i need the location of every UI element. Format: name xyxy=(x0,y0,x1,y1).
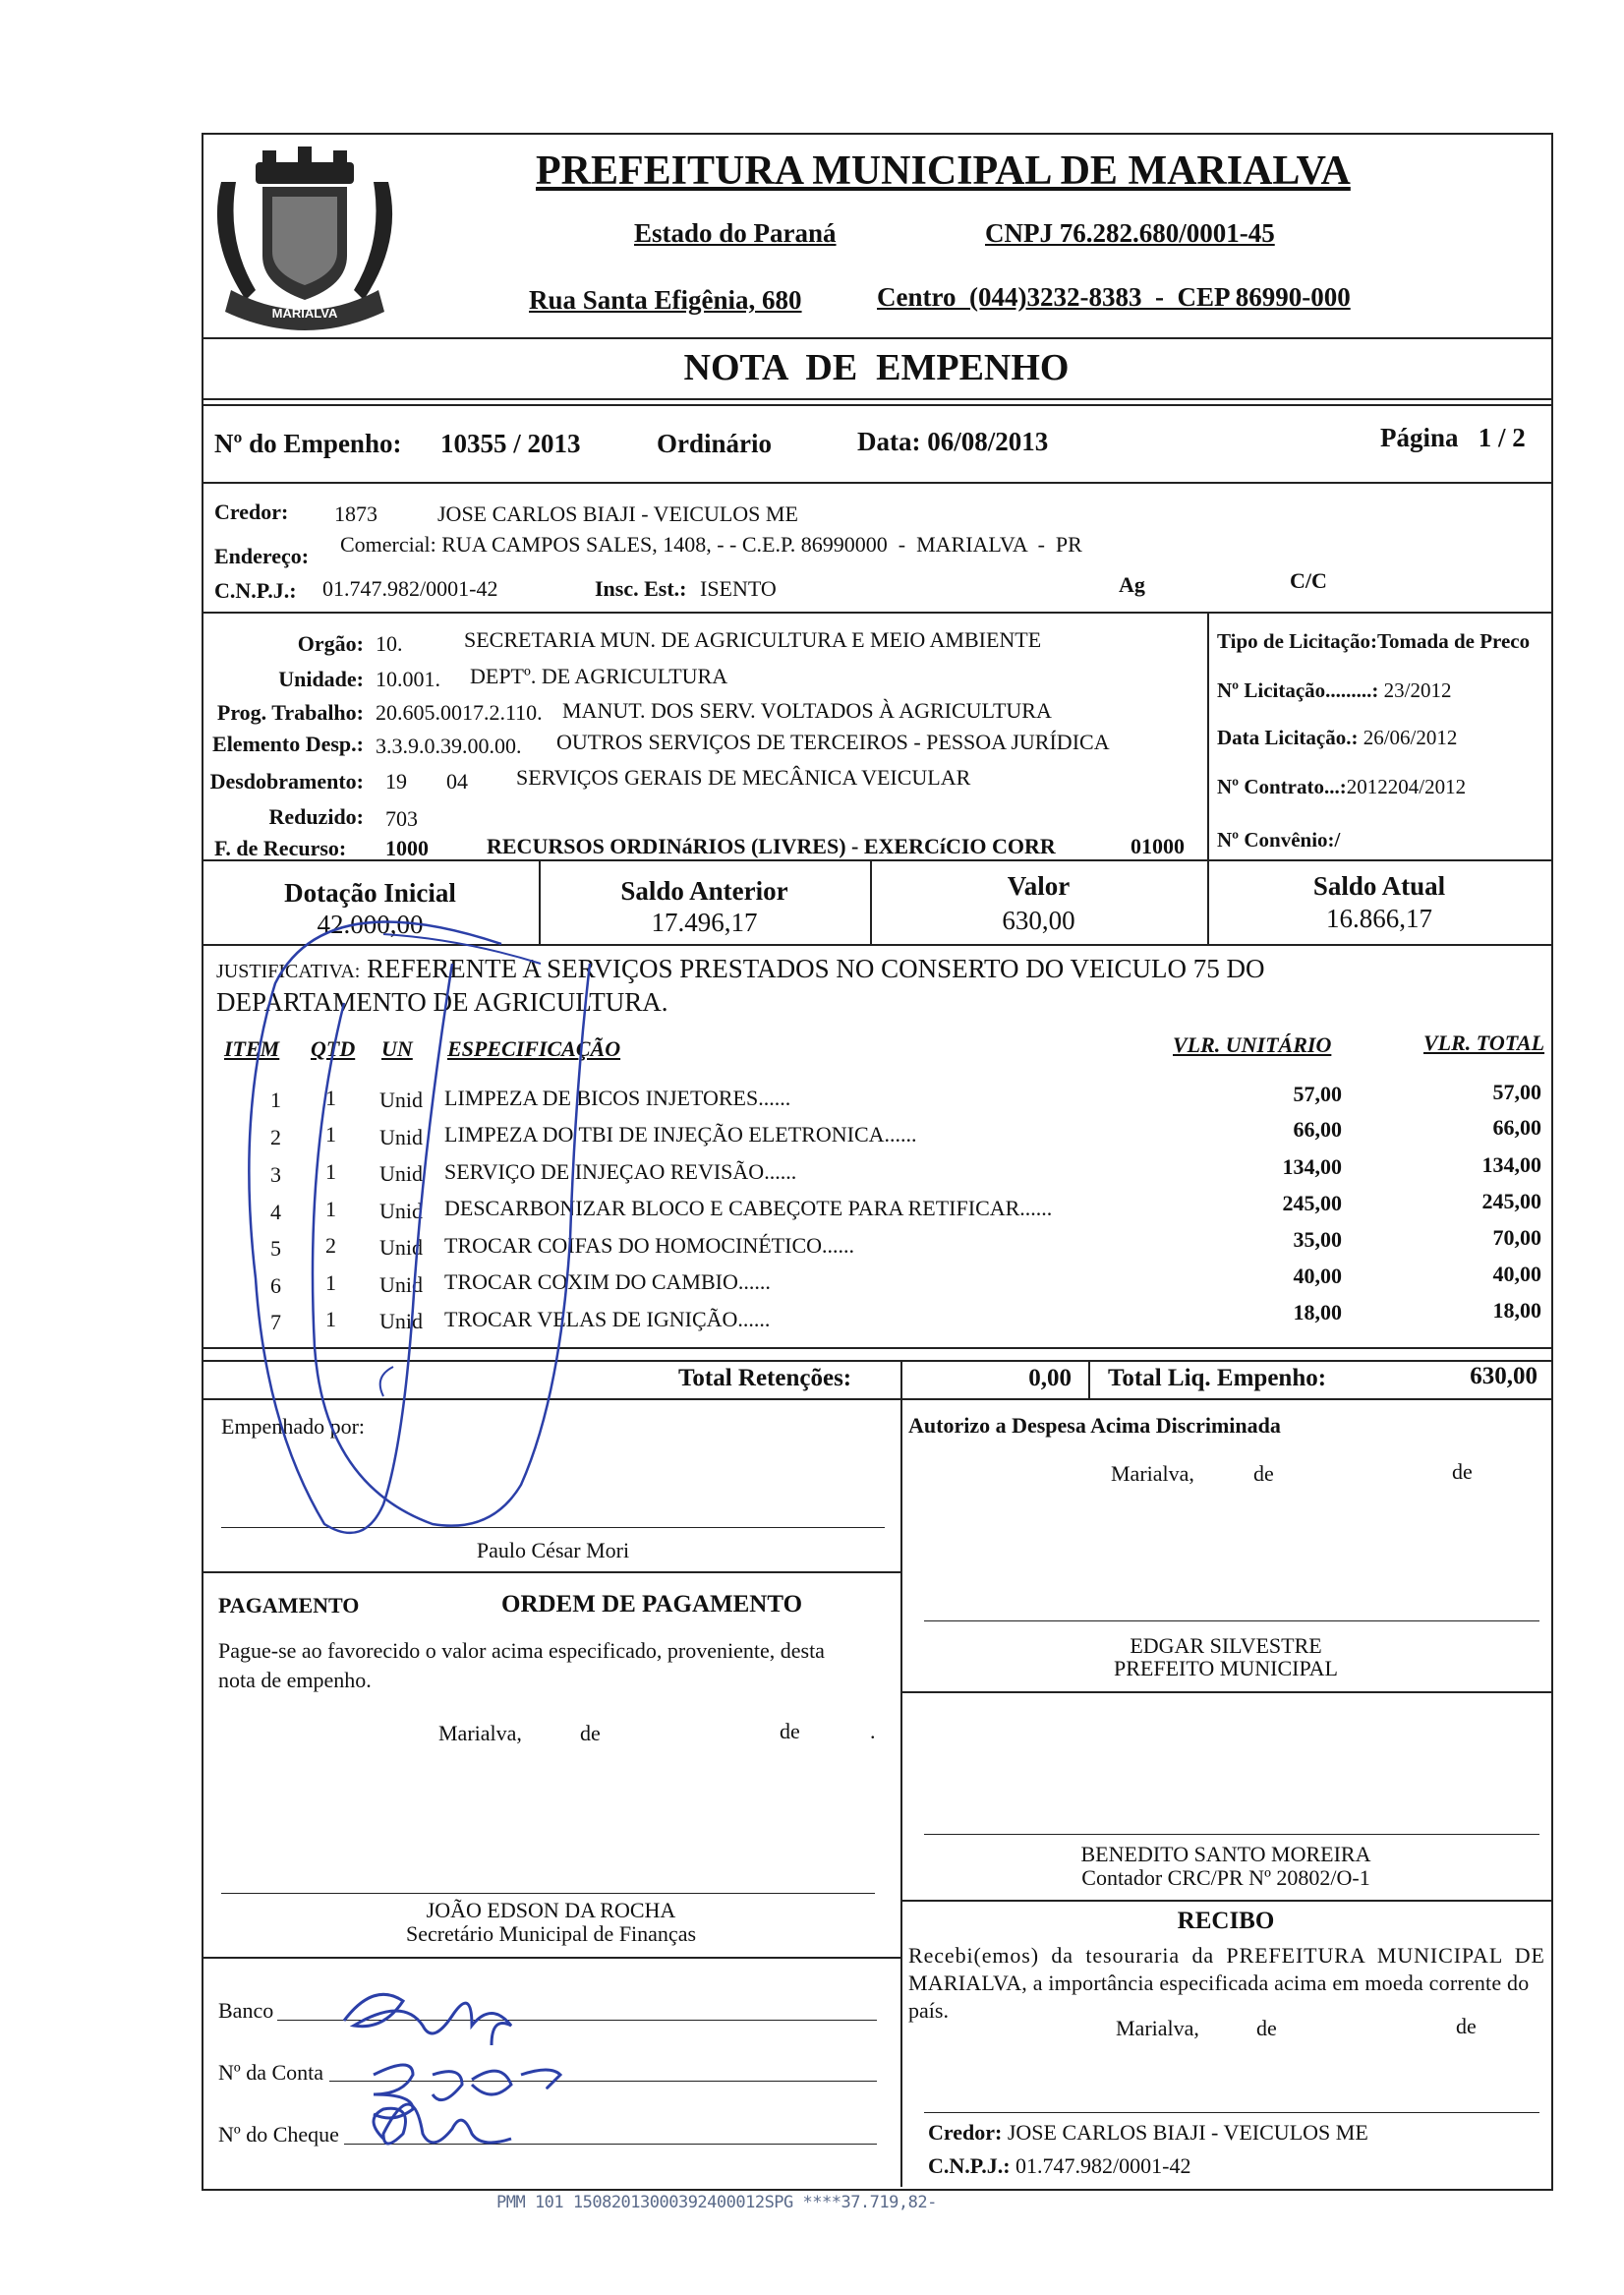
item-number: 6 xyxy=(270,1273,281,1298)
page-title: PREFEITURA MUNICIPAL DE MARIALVA xyxy=(536,148,1351,194)
dotacao-label: Dotação Inicial xyxy=(284,878,456,908)
item-unit-value: 40,00 xyxy=(1293,1264,1342,1288)
empenhado-label: Empenhado por: xyxy=(221,1414,366,1439)
unidade-code: 10.001. xyxy=(376,667,440,691)
page: MARIALVA PREFEITURA MUNICIPAL DE MARIALVA Estado do Paraná CNPJ 76.282.680/0001-45 Rua Santa Efigênia, 680 Centro (044)3232-8383 - CEP 86990-000 NOTA DE EMPENHO Nº do Empenho: 10355 / 2013 Ordinário Data: 06/08/2013 Página 1 / 2 Credor: 1873 JOSE CARLOS BIAJI - VEICULOS ME Endereço: Comercial: RUA CAMPOS SALES, 1408, - - C.E.P. 86990000 - MARIALVA - PR C.N.P.J.: 01.747.982/0001-42 Insc. Est.: ISENTO Ag C/C Orgão: 10. SECRETARIA MUN. DE AGRICULTURA E MEIO AMBIENTE Unidade: 10.001. DEPTº. DE AGRICULTURA Prog. Trabalho: 20.605.0017.2.110. MANUT. DOS SERV. VOLTADOS À AGRICULTURA Elemento Desp.: 3.3.9.0.39.00.00. OUTROS SERVIÇOS DE TERCEIROS - PESSOA JURÍDICA Desdobramento: 19 04 SERVIÇOS GERAIS DE MECÂNICA VEICULAR Reduzido: 703 F. de Recurso: 1000 RECURSOS ORDINáRIOS (LIVRES) - EXERCíCIO CORR 01000 Tipo de Licitação:Tomada de Preco Nº Licitação.........: 23/2012 Data Licitação.: 26/06/2012 Nº Contrato...:2012204/2012 Nº Convênio:/ Dotação Inicial 42.000,00 Saldo Anterior 17.496,17 Valor 630,00 Saldo Atual 16.866,17 JUSTIFICATIVA: REFERENTE A SERVIÇOS PRESTADOS NO CONSERTO DO VEICULO 75 DO DEPARTAMENTO DE AGRICULTURA. ITEM QTD UN ESPECIFICAÇÃO VLR. UNITÁRIO VLR. TOTAL 1 1 Unid LIMPEZA DE BICOS INJETORES...... 57,00 57,00 2 1 Unid LIMPEZA DO TBI DE INJEÇÃO ELETRONICA...... 66,00 66,00 3 1 Unid SERVIÇO DE INJEÇAO REVISÃO...... 134,00 134,00 4 1 Unid DESCARBONIZAR BLOCO E CABEÇOTE PARA RETIFICAR...... 245,00 245,00 5 2 Unid TROCAR COIFAS DO HOMOCINÉTICO...... 35,00 70,00 6 1 Unid TROCAR COXIM DO CAMBIO...... 40,00 40,00 7 1 Unid TROCAR VELAS DE IGNIÇÃO...... 18,00 18,00 Total Retenções: 0,00 Total Liq. Empenho: 630,00 Empenhado por: Paulo César Mori Autorizo a Despesa Acima Discriminada Marialva, de de EDGAR SILVESTRE PREFEITO MUNICIPAL PAGAMENTO ORDEM DE PAGAMENTO Pague-se ao favorecido o valor acima especificado, proveniente, desta nota de empenho. Marialva, de de . BENEDITO SANTO MOREIRA Contador CRC/PR Nº 20802/O-1 JOÃO EDSON DA ROCHA Secretário Municipal de Finanças RECIBO Recebi(emos) da tesouraria da PREFEITURA MUNICIPAL DE MARIALVA, a importância especificada acima em moeda corrente do país. Marialva, de de Credor: JOSE CARLOS BIAJI - VEICULOS ME C.N.P.J.: 01.747.982/0001-42 Banco Nº da Conta Nº do Cheque PMM 101 15082013000392400012SPG ****37.719,82- xyxy=(0,0,1624,2295)
cc-label: C/C xyxy=(1290,568,1327,593)
orgao-label: Orgão: xyxy=(297,631,364,656)
item-unit-value: 57,00 xyxy=(1293,1082,1342,1106)
ag-label: Ag xyxy=(1119,572,1145,597)
recurso-label: F. de Recurso: xyxy=(214,836,347,860)
recurso-code2: 01000 xyxy=(1131,834,1185,858)
saldo-anterior-label: Saldo Anterior xyxy=(620,876,788,906)
empenho-date: Data: 06/08/2013 xyxy=(857,427,1049,456)
crest-text: MARIALVA xyxy=(271,306,338,321)
licitacao-data-label: Data Licitação.: xyxy=(1217,726,1359,749)
item-description: DESCARBONIZAR BLOCO E CABEÇOTE PARA RETIFICAR...... xyxy=(444,1196,1053,1220)
item-unit-value: 134,00 xyxy=(1282,1154,1342,1179)
item-unit: Unid xyxy=(379,1125,423,1149)
tipo-licitacao: Tipo de Licitação:Tomada de Preco xyxy=(1217,629,1531,653)
handwritten-bank-entries xyxy=(324,1967,619,2163)
contrato-label: Nº Contrato...: xyxy=(1217,775,1347,798)
secretario-title: Secretário Municipal de Finanças xyxy=(405,1921,697,1946)
document-title: NOTA DE EMPENHO xyxy=(683,347,1070,388)
empenhado-name: Paulo César Mori xyxy=(476,1538,630,1562)
items-header-total: VLR. TOTAL xyxy=(1423,1030,1545,1055)
items-header-spec: ESPECIFICAÇÃO xyxy=(447,1036,621,1061)
recibo-cnpj-label: C.N.P.J.: xyxy=(928,2153,1011,2178)
contrato-value: 2012204/2012 xyxy=(1346,775,1467,798)
recibo-cnpj: 01.747.982/0001-42 xyxy=(1015,2153,1191,2178)
desdobramento-code: 19 xyxy=(385,769,407,794)
contador-name: BENEDITO SANTO MOREIRA xyxy=(1080,1842,1371,1866)
item-description: LIMPEZA DE BICOS INJETORES...... xyxy=(444,1086,791,1110)
item-qtd: 1 xyxy=(325,1270,336,1295)
elemento-label: Elemento Desp.: xyxy=(212,732,364,756)
autorizo-de1: de xyxy=(1253,1461,1274,1486)
credor-address: Comercial: RUA CAMPOS SALES, 1408, - - C.E.P. 86990000 - MARIALVA - PR xyxy=(340,532,1082,557)
item-total-value: 66,00 xyxy=(1492,1115,1541,1140)
cheque-label: Nº do Cheque xyxy=(218,2122,339,2147)
item-total-value: 70,00 xyxy=(1492,1225,1541,1250)
item-unit-value: 66,00 xyxy=(1293,1117,1342,1142)
recibo-credor-name: JOSE CARLOS BIAJI - VEICULOS ME xyxy=(1007,2120,1368,2145)
recibo-line1: Recebi(emos) da tesouraria da PREFEITURA MUNICIPAL DE xyxy=(908,1943,1545,1968)
item-number: 7 xyxy=(270,1310,281,1334)
item-qtd: 1 xyxy=(325,1197,336,1221)
credor-code: 1873 xyxy=(334,501,377,526)
prog-code: 20.605.0017.2.110. xyxy=(376,700,543,725)
footer-stamp: PMM 101 15082013000392400012SPG ****37.719,82- xyxy=(496,2193,937,2212)
elemento-name: OUTROS SERVIÇOS DE TERCEIROS - PESSOA JURÍDICA xyxy=(556,730,1110,754)
item-number: 4 xyxy=(270,1200,281,1224)
prog-name: MANUT. DOS SERV. VOLTADOS À AGRICULTURA xyxy=(562,698,1052,723)
recurso-name: RECURSOS ORDINáRIOS (LIVRES) - EXERCíCIO CORR xyxy=(487,834,1056,858)
recibo-line2: MARIALVA, a importância especificada acima em moeda corrente do xyxy=(908,1971,1530,1995)
item-number: 3 xyxy=(270,1162,281,1187)
pagamento-label: PAGAMENTO xyxy=(218,1593,360,1618)
reduzido-value: 703 xyxy=(385,806,418,831)
desdobramento-label: Desdobramento: xyxy=(209,769,364,794)
empenho-type: Ordinário xyxy=(657,429,773,458)
item-unit: Unid xyxy=(379,1235,423,1260)
justificativa-line2: DEPARTAMENTO DE AGRICULTURA. xyxy=(216,987,668,1017)
unidade-name: DEPTº. DE AGRICULTURA xyxy=(470,664,728,688)
district-phone-label: Centro (044)3232-8383 - CEP 86990-000 xyxy=(877,282,1351,312)
valor-label: Valor xyxy=(1007,871,1071,901)
retencoes-value: 0,00 xyxy=(1028,1365,1072,1391)
credor-name: JOSE CARLOS BIAJI - VEICULOS ME xyxy=(437,501,798,526)
credor-cnpj-label: C.N.P.J.: xyxy=(214,578,297,603)
licitacao-num-label: Nº Licitação.........: xyxy=(1217,678,1379,702)
recibo-line3: país. xyxy=(908,1998,949,2023)
justificativa-line1: REFERENTE A SERVIÇOS PRESTADOS NO CONSERTO DO VEICULO 75 DO xyxy=(367,954,1265,983)
item-qtd: 1 xyxy=(325,1122,336,1147)
prefeito-title: PREFEITO MUNICIPAL xyxy=(1114,1656,1338,1680)
autorizo-de2: de xyxy=(1452,1459,1473,1484)
autorizo-city: Marialva, xyxy=(1111,1461,1194,1486)
item-number: 5 xyxy=(270,1236,281,1261)
recibo-de2: de xyxy=(1456,2014,1477,2038)
recurso-code: 1000 xyxy=(385,836,429,860)
credor-cnpj: 01.747.982/0001-42 xyxy=(322,576,498,601)
saldo-atual-label: Saldo Atual xyxy=(1312,871,1446,901)
items-header-item: ITEM xyxy=(224,1036,280,1061)
items-header-un: UN xyxy=(381,1036,413,1061)
pagamento-de1: de xyxy=(580,1721,601,1745)
item-unit: Unid xyxy=(379,1088,423,1112)
pague-line1: Pague-se ao favorecido o valor acima especificado, proveniente, desta xyxy=(218,1638,825,1663)
dotacao-value: 42.000,00 xyxy=(317,910,424,939)
address-field-label: Endereço: xyxy=(214,544,310,568)
item-unit: Unid xyxy=(379,1199,423,1223)
retencoes-label: Total Retenções: xyxy=(678,1365,852,1391)
item-total-value: 245,00 xyxy=(1481,1189,1541,1213)
item-total-value: 134,00 xyxy=(1481,1152,1541,1177)
saldo-atual-value: 16.866,17 xyxy=(1326,904,1432,933)
justificativa-label: JUSTIFICATIVA: xyxy=(216,961,361,982)
desdobramento-sub: 04 xyxy=(446,769,468,794)
item-total-value: 57,00 xyxy=(1492,1080,1541,1104)
conta-label: Nº da Conta xyxy=(218,2060,324,2085)
blue-signature-scribble xyxy=(147,885,698,1554)
item-description: TROCAR COIFAS DO HOMOCINÉTICO...... xyxy=(444,1233,855,1258)
pagamento-de2: de xyxy=(780,1719,800,1743)
orgao-name: SECRETARIA MUN. DE AGRICULTURA E MEIO AMBIENTE xyxy=(464,627,1042,652)
address-label: Rua Santa Efigênia, 680 xyxy=(529,285,802,315)
credor-label: Credor: xyxy=(214,500,289,524)
item-unit-value: 35,00 xyxy=(1293,1227,1342,1252)
items-header-unit: VLR. UNITÁRIO xyxy=(1173,1032,1332,1057)
orgao-code: 10. xyxy=(376,631,403,656)
state-label: Estado do Paraná xyxy=(634,218,837,248)
item-total-value: 18,00 xyxy=(1492,1298,1541,1323)
recibo-de1: de xyxy=(1256,2016,1277,2040)
item-number: 2 xyxy=(270,1125,281,1149)
empenho-number-label: Nº do Empenho: xyxy=(214,429,402,458)
recibo-credor-label: Credor: xyxy=(928,2120,1003,2145)
municipal-crest-logo xyxy=(202,143,408,344)
saldo-anterior-value: 17.496,17 xyxy=(651,908,758,937)
cnpj-label: CNPJ 76.282.680/0001-45 xyxy=(985,218,1275,248)
prefeito-name: EDGAR SILVESTRE xyxy=(1130,1633,1322,1658)
prog-label: Prog. Trabalho: xyxy=(216,700,364,725)
item-unit: Unid xyxy=(379,1161,423,1186)
page-number: Página 1 / 2 xyxy=(1380,423,1526,452)
item-qtd: 1 xyxy=(325,1307,336,1331)
item-total-value: 40,00 xyxy=(1492,1262,1541,1286)
banco-label: Banco xyxy=(218,1998,274,2023)
desdobramento-name: SERVIÇOS GERAIS DE MECÂNICA VEICULAR xyxy=(516,765,971,790)
recibo-city: Marialva, xyxy=(1116,2016,1199,2040)
item-number: 1 xyxy=(270,1088,281,1112)
item-qtd: 1 xyxy=(325,1086,336,1110)
reduzido-label: Reduzido: xyxy=(268,804,364,829)
insc-label: Insc. Est.: xyxy=(595,576,687,601)
valor-value: 630,00 xyxy=(1002,906,1075,935)
insc-value: ISENTO xyxy=(700,576,777,601)
licitacao-data: 26/06/2012 xyxy=(1363,726,1458,749)
unidade-label: Unidade: xyxy=(278,667,364,691)
contador-title: Contador CRC/PR Nº 20802/O-1 xyxy=(1081,1865,1370,1890)
item-qtd: 1 xyxy=(325,1159,336,1184)
licitacao-num: 23/2012 xyxy=(1383,678,1452,702)
pague-line2: nota de empenho. xyxy=(218,1668,372,1692)
total-liq-value: 630,00 xyxy=(1470,1363,1537,1389)
convenio-label: Nº Convênio:/ xyxy=(1217,828,1341,852)
pagamento-city: Marialva, xyxy=(438,1721,522,1745)
item-unit: Unid xyxy=(379,1309,423,1333)
items-header-qtd: QTD xyxy=(311,1036,356,1061)
secretario-name: JOÃO EDSON DA ROCHA xyxy=(426,1898,676,1922)
empenho-number: 10355 / 2013 xyxy=(440,429,581,458)
item-description: SERVIÇO DE INJEÇAO REVISÃO...... xyxy=(444,1159,797,1184)
elemento-code: 3.3.9.0.39.00.00. xyxy=(376,734,522,758)
item-description: TROCAR VELAS DE IGNIÇÃO...... xyxy=(444,1307,771,1331)
total-liq-label: Total Liq. Empenho: xyxy=(1108,1365,1327,1391)
ordem-pagamento-label: ORDEM DE PAGAMENTO xyxy=(501,1591,803,1618)
item-unit-value: 245,00 xyxy=(1282,1191,1342,1215)
autorizo-label: Autorizo a Despesa Acima Discriminada xyxy=(908,1413,1281,1438)
recibo-title: RECIBO xyxy=(1177,1908,1275,1934)
item-unit: Unid xyxy=(379,1272,423,1297)
item-qtd: 2 xyxy=(325,1233,336,1258)
item-description: LIMPEZA DO TBI DE INJEÇÃO ELETRONICA...... xyxy=(444,1122,917,1147)
item-description: TROCAR COXIM DO CAMBIO...... xyxy=(444,1269,771,1294)
item-unit-value: 18,00 xyxy=(1293,1300,1342,1324)
